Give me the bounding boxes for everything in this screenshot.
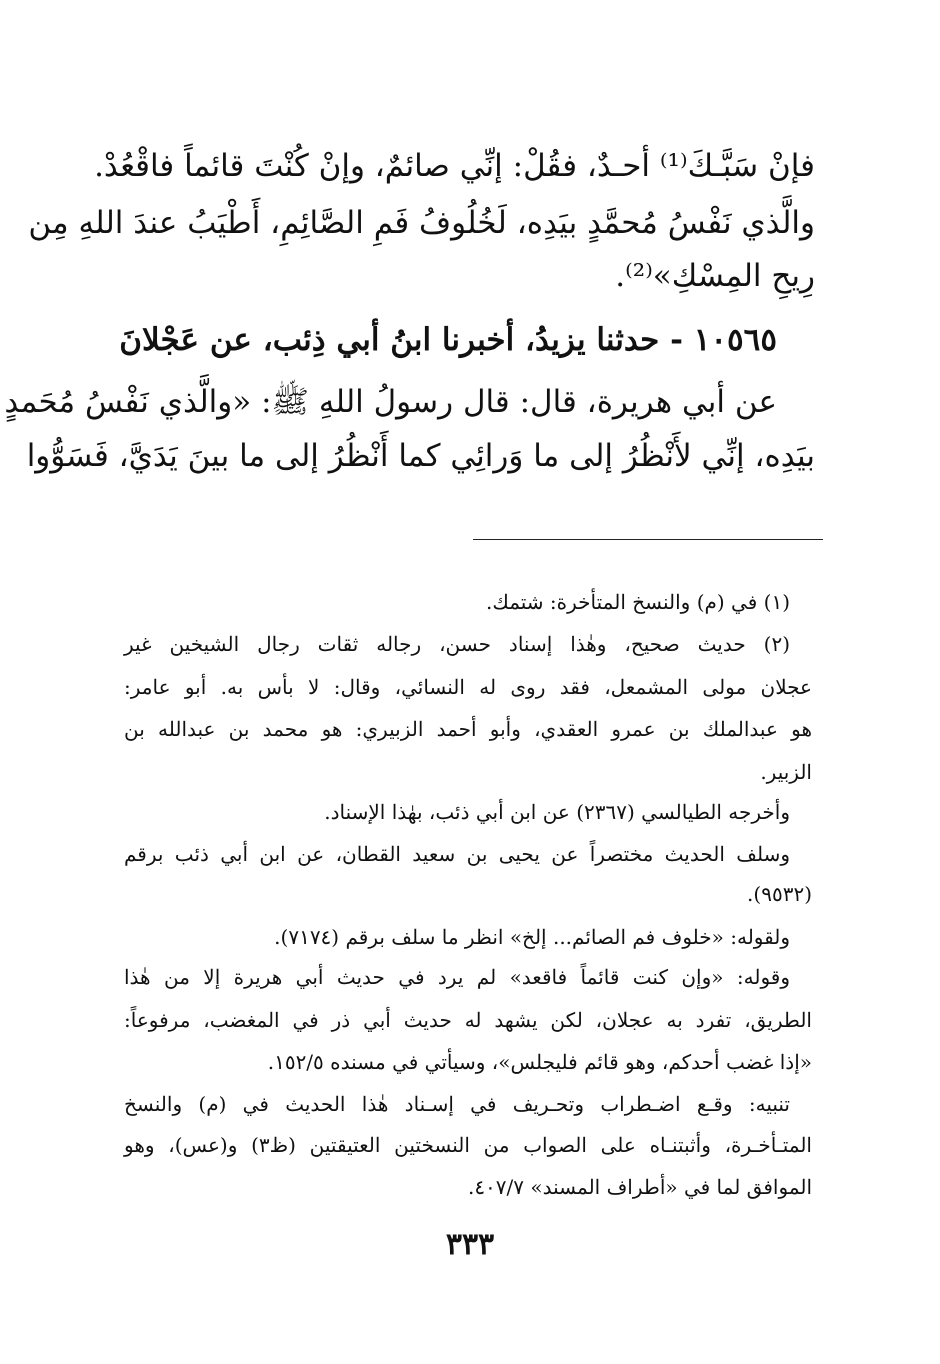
main-line-3: رِيحِ المِسْكِ»⁽²⁾. bbox=[615, 258, 815, 294]
footnote-line: (٩٥٣٢). bbox=[747, 882, 812, 906]
footnote-line: وأخرجه الطيالسي (٢٣٦٧) عن ابن أبي ذئب، بهٰذا الإسناد. bbox=[324, 800, 790, 824]
footnote-line: ولقوله: «خلوف فم الصائم... إلخ» انظر ما سلف برقم (٧١٧٤). bbox=[274, 925, 790, 949]
footnote-line: الموافق لما في «أطراف المسند» ٤٠٧/٧. bbox=[467, 1175, 812, 1199]
hadith-number-line: ١٠٥٦٥ - حدثنا يزيدُ، أخبرنا ابنُ أبي ذِئب، عن عَجْلانَ bbox=[119, 322, 777, 358]
footnote-line: (٢) حديث صحيح، وهٰذا إسناد حسن، رجاله ثقات رجال الشيخين غير bbox=[124, 632, 790, 656]
footnote-line: «إذا غضب أحدكم، وهو قائم فليجلس»، وسيأتي في مسنده ١٥٢/٥. bbox=[267, 1050, 812, 1074]
footnote-line: وسلف الحديث مختصراً عن يحيى بن سعيد القطان، عن ابن أبي ذئب برقم bbox=[124, 842, 790, 866]
footnote-line: هو عبدالملك بن عمرو العقدي، وأبو أحمد الزبيري: هو محمد بن عبدالله بن bbox=[124, 717, 812, 741]
main-line-5: عن أبي هريرة، قال: قال رسولُ اللهِ ﷺ: «والَّذي نَفْسُ مُحَمدٍ bbox=[4, 384, 777, 420]
footnote-line: (١) في (م) والنسخ المتأخرة: شتمك. bbox=[486, 590, 790, 614]
main-line-6: بيَدِه، إنِّي لأَنْظُرُ إلى ما وَرائِي كما أَنْظُرُ إلى ما بينَ يَدَيَّ، فَسَوُّوا bbox=[26, 438, 815, 474]
footnote-line: الطريق، تفرد به عجلان، لكن يشهد له حديث أبي ذر في المغضب، مرفوعاً: bbox=[124, 1008, 812, 1032]
footnote-line: المتـأخـرة، وأثبتنـاه على الصواب من النسختين العتيقتين (ظ٣) و(عس)، وهو bbox=[124, 1133, 812, 1157]
page-number: ٣٣٣ bbox=[445, 1227, 495, 1262]
footnote-line: عجلان مولى المشمعل، فقد روى له النسائي، وقال: لا بأس به. أبو عامر: bbox=[124, 675, 812, 699]
footnote-line: الزبير. bbox=[760, 760, 812, 784]
footnote-line: تنبيه: وقـع اضـطراب وتحـريف في إسـناد هٰذا الحديث في (م) والنسخ bbox=[124, 1092, 790, 1116]
footnote-line: وقوله: «وإن كنت قائماً فاقعد» لم يرد في حديث أبي هريرة إلا من هٰذا bbox=[124, 965, 790, 989]
main-line-2: والَّذي نَفْسُ مُحمَّدٍ بيَدِه، لَخُلُوفُ فَمِ الصَّائِمِ، أَطْيَبُ عندَ اللهِ مِن bbox=[28, 205, 815, 241]
main-line-1: فإنْ سَبَّـكَ⁽¹⁾ أحـدٌ، فقُلْ: إنِّي صائمٌ، وإنْ كُنْتَ قائماً فاقْعُدْ. bbox=[94, 148, 815, 184]
footnote-separator bbox=[473, 539, 823, 540]
